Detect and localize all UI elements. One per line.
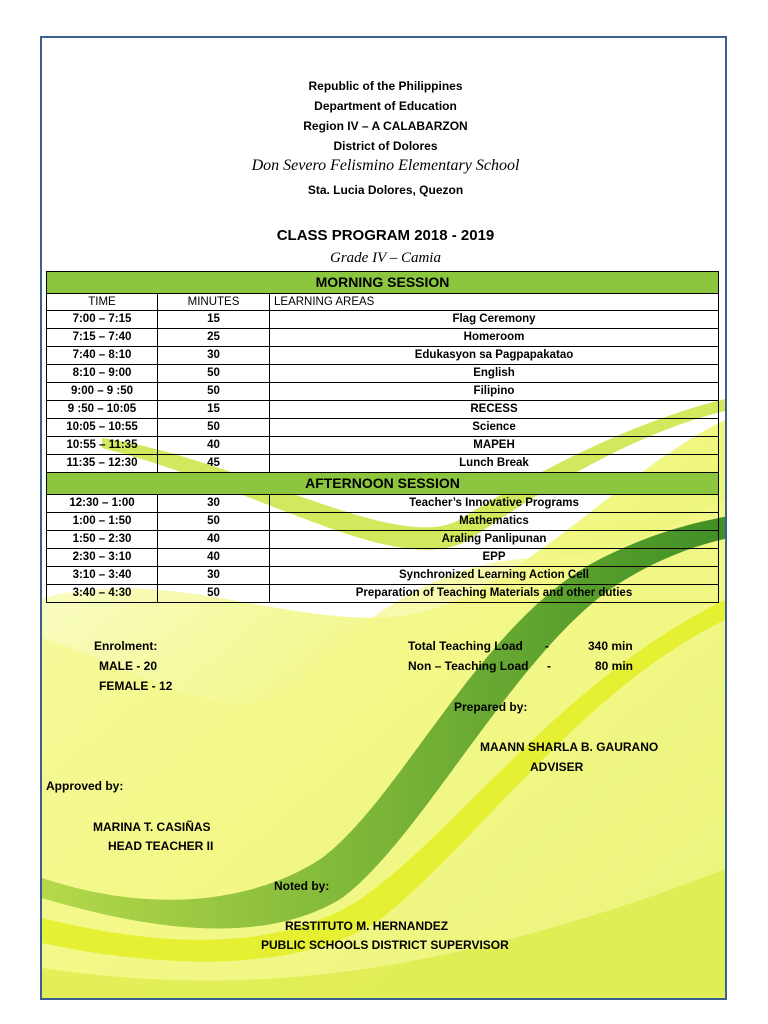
time-cell: 7:00 – 7:15 [47,311,158,329]
table-row [47,549,719,567]
time-cell: 8:10 – 9:00 [47,365,158,383]
area-cell: Araling Panlipunan [270,531,719,549]
area-cell: EPP [270,549,719,567]
time-cell: 2:30 – 3:10 [47,549,158,567]
approved-by-title: HEAD TEACHER II [108,839,214,853]
prepared-by-name: MAANN SHARLA B. GAURANO [480,740,659,754]
area-cell: Teacher’s Innovative Programs [270,495,719,513]
column-header-row [47,294,719,311]
area-cell: Filipino [270,383,719,401]
table-row [47,567,719,585]
school-address: Sta. Lucia Dolores, Quezon [307,183,464,197]
col-learning-areas-header: LEARNING AREAS [270,294,719,311]
noted-by-name: RESTITUTO M. HERNANDEZ [285,919,449,933]
minutes-cell: 50 [158,419,270,437]
area-cell: Lunch Break [270,455,719,473]
table-row [47,455,719,473]
area-cell: English [270,365,719,383]
total-teaching-load-label: Total Teaching Load [408,639,523,653]
prepared-by-title: ADVISER [530,760,584,774]
approved-by-label: Approved by: [46,779,124,793]
table-row [47,347,719,365]
minutes-cell: 30 [158,567,270,585]
minutes-cell: 15 [158,401,270,419]
enrolment-male: MALE - 20 [99,659,158,673]
area-cell: Mathematics [270,513,719,531]
minutes-cell: 40 [158,531,270,549]
minutes-cell: 15 [158,311,270,329]
time-cell: 9 :50 – 10:05 [47,401,158,419]
non-teaching-load-label: Non – Teaching Load [408,659,529,673]
prepared-by-label: Prepared by: [454,700,528,714]
minutes-cell: 40 [158,549,270,567]
minutes-cell: 30 [158,347,270,365]
minutes-cell: 45 [158,455,270,473]
enrolment-label: Enrolment: [94,639,158,653]
table-row [47,329,719,347]
area-cell: Edukasyon sa Pagpapakatao [270,347,719,365]
time-cell: 1:50 – 2:30 [47,531,158,549]
minutes-cell: 50 [158,365,270,383]
table-row [47,401,719,419]
time-cell: 12:30 – 1:00 [47,495,158,513]
time-cell: 3:10 – 3:40 [47,567,158,585]
area-cell: RECESS [270,401,719,419]
noted-by-label: Noted by: [274,879,330,893]
time-cell: 10:05 – 10:55 [47,419,158,437]
minutes-cell: 50 [158,585,270,603]
enrolment-female: FEMALE - 12 [99,679,173,693]
table-row [47,531,719,549]
non-teaching-load-value: 80 min [595,659,634,673]
program-title: CLASS PROGRAM 2018 - 2019 [276,227,495,244]
table-row [47,513,719,531]
header-district: District of Dolores [333,139,438,153]
time-cell: 1:00 – 1:50 [47,513,158,531]
col-time-header: TIME [47,294,158,311]
area-cell: Science [270,419,719,437]
time-cell: 11:35 – 12:30 [47,455,158,473]
total-teaching-load-dash: - [545,639,549,653]
header-republic: Republic of the Philippines [308,79,463,93]
minutes-cell: 30 [158,495,270,513]
approved-by-name: MARINA T. CASIÑAS [93,820,211,834]
minutes-cell: 40 [158,437,270,455]
time-cell: 9:00 – 9 :50 [47,383,158,401]
minutes-cell: 25 [158,329,270,347]
minutes-cell: 50 [158,383,270,401]
table-row [47,419,719,437]
afternoon-session-row [47,473,719,495]
school-name: Don Severo Felismino Elementary School [251,157,520,174]
total-teaching-load-value: 340 min [588,639,633,653]
afternoon-session-label: AFTERNOON SESSION [47,473,719,495]
class-program-table [46,271,719,603]
document-page [40,36,727,1000]
table-row [47,365,719,383]
grade-section: Grade IV – Camia [330,250,441,266]
table-row [47,437,719,455]
noted-by-title: PUBLIC SCHOOLS DISTRICT SUPERVISOR [261,938,509,952]
area-cell: Synchronized Learning Action Cell [270,567,719,585]
time-cell: 7:15 – 7:40 [47,329,158,347]
non-teaching-load-dash: - [547,659,551,673]
morning-session-row [47,272,719,294]
table-row [47,585,719,603]
area-cell: MAPEH [270,437,719,455]
header-region: Region IV – A CALABARZON [303,119,468,133]
area-cell: Flag Ceremony [270,311,719,329]
table-row [47,311,719,329]
time-cell: 10:55 – 11:35 [47,437,158,455]
area-cell: Homeroom [270,329,719,347]
table-row [47,495,719,513]
table-row [47,383,719,401]
header-department: Department of Education [314,99,457,113]
time-cell: 7:40 – 8:10 [47,347,158,365]
area-cell: Preparation of Teaching Materials and other duties [270,585,719,603]
col-minutes-header: MINUTES [158,294,270,311]
time-cell: 3:40 – 4:30 [47,585,158,603]
minutes-cell: 50 [158,513,270,531]
morning-session-label: MORNING SESSION [47,272,719,294]
